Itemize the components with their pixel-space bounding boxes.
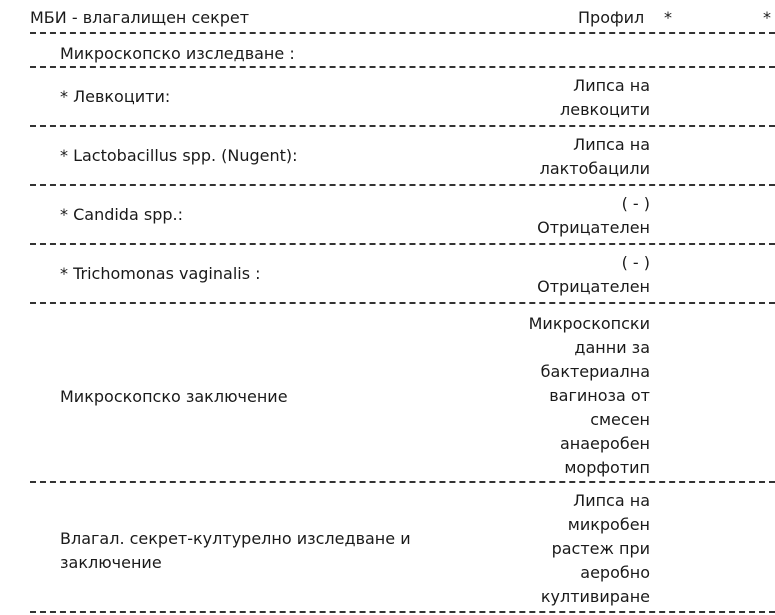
row-value: [490, 133, 650, 181]
row-value-line: вагиноза от: [549, 386, 650, 405]
row-value-line: микробен: [567, 515, 650, 534]
row-value-line: лактобацили: [539, 159, 650, 178]
row-label-line: Влагал. секрет-културелно изследване и: [60, 529, 411, 548]
result-row-culture: [30, 483, 775, 613]
row-value-line: бактериална: [540, 362, 650, 381]
result-row-leukocytes: [30, 68, 775, 127]
profile-star-right: *: [763, 8, 771, 27]
row-value-line: смесен: [590, 410, 650, 429]
row-value-line: ( - ): [621, 194, 650, 213]
row-value-line: анаеробен: [559, 434, 650, 453]
row-value-line: Липса на: [573, 491, 650, 510]
row-label-line: заключение: [60, 553, 162, 572]
row-value-line: ( - ): [621, 253, 650, 272]
result-row-trichomonas: [30, 245, 775, 304]
result-row-lactobacillus: [30, 127, 775, 186]
row-value-line: морфотип: [564, 458, 650, 477]
row-value-line: левкоцити: [560, 100, 650, 119]
section-row: [30, 34, 775, 68]
row-value-line: данни за: [574, 338, 650, 357]
row-value: [490, 312, 650, 480]
row-value: [490, 74, 650, 122]
row-label: * Trichomonas vaginalis :: [60, 264, 261, 283]
row-value: [490, 489, 650, 609]
row-value-line: Микроскопски: [528, 314, 650, 333]
row-label: * Candida spp.:: [60, 205, 183, 224]
row-label: Микроскопско заключение: [60, 387, 288, 406]
row-value-line: Отрицателен: [537, 218, 650, 237]
row-label: [60, 527, 411, 575]
report-title: МБИ - влагалищен секрет: [30, 8, 250, 27]
profile-star-left: *: [664, 8, 672, 27]
report-header: [30, 0, 775, 34]
row-value-line: растеж при: [551, 539, 650, 558]
row-value-line: Липса на: [573, 135, 650, 154]
row-value: [490, 192, 650, 240]
row-value-line: Липса на: [573, 76, 650, 95]
section-title: Микроскопско изследване :: [60, 44, 295, 63]
row-label: * Левкоцити:: [60, 87, 171, 106]
row-value-line: Отрицателен: [537, 277, 650, 296]
result-row-candida: [30, 186, 775, 245]
result-row-microscopy-conclusion: [30, 304, 775, 483]
profile-label: Профил: [578, 8, 645, 27]
row-value: [490, 251, 650, 299]
row-label: * Lactobacillus spp. (Nugent):: [60, 146, 298, 165]
row-value-line: аеробно: [580, 563, 650, 582]
row-value-line: култивиране: [540, 587, 650, 606]
